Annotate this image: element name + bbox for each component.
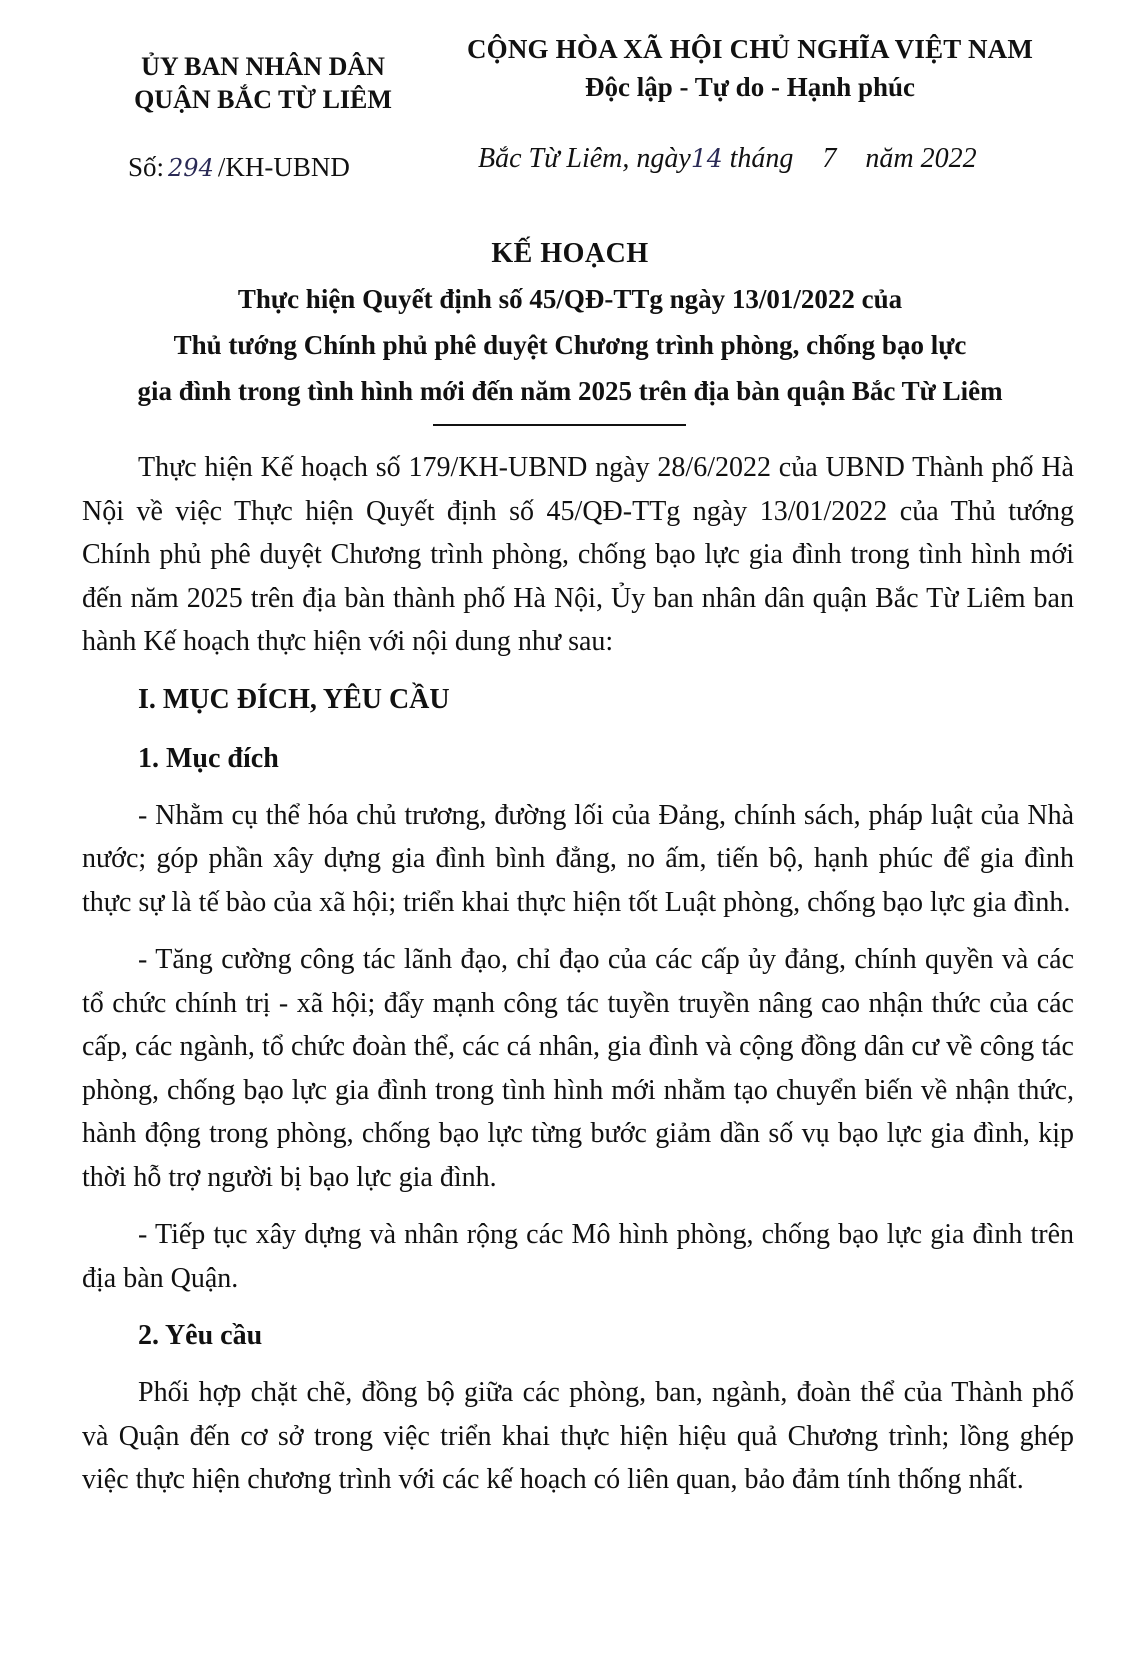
purpose-item-1: - Nhằm cụ thể hóa chủ trương, đường lối của Đảng, chính sách, pháp luật của Nhà nước; góp phần xây dựng gia đình bình đẳng, no ấm, tiến bộ, hạnh phúc để gia đình thực sự là tế bào của xã hội; triển khai thực hiện tốt Luật phòng, chống bạo lực gia đình. (82, 799, 1074, 918)
subheading-requirements: 2. Yêu cầu (138, 1320, 263, 1351)
document-number (128, 152, 350, 183)
handwritten-number: 294 (168, 154, 214, 182)
purpose-item-2: - Tăng cường công tác lãnh đạo, chỉ đạo của các cấp ủy đảng, chính quyền và các tổ chức chính trị - xã hội; đẩy mạnh công tác tuyền truyền nâng cao nhận thức của các cấp, các ngành, tổ chức đoàn thể, các cá nhân, gia đình và cộng đồng dân cư về công tác phòng, chống bạo lực gia đình trong tình hình mới nhằm tạo chuyển biến về nhận thức, hành động trong phòng, chống bạo lực từng bước giảm dần số vụ bạo lực gia đình, kịp thời hỗ trợ người bị bạo lực gia đình. (82, 944, 1074, 1193)
title-line-1: Thực hiện Quyết định số 45/QĐ-TTg ngày 13/01/2022 của (237, 284, 903, 314)
number-suffix: /KH-UBND (217, 152, 350, 182)
document-date (478, 143, 977, 175)
agency-line-1: ỦY BAN NHÂN DÂN (141, 52, 385, 81)
national-motto: Độc lập - Tự do - Hạnh phúc (584, 72, 916, 102)
purpose-item-3: - Tiếp tục xây dựng và nhân rộng các Mô hình phòng, chống bạo lực gia đình trên địa bàn Quận. (82, 1219, 1074, 1294)
title-divider (433, 424, 686, 426)
date-month: 7 (822, 143, 837, 174)
intro-paragraph: Thực hiện Kế hoạch số 179/KH-UBND ngày 28/6/2022 của UBND Thành phố Hà Nội về việc Thực hiện Quyết định số 45/QĐ-TTg ngày 13/01/2022 của Thủ tướng Chính phủ phê duyệt Chương trình phòng, chống bạo lực gia đình trong tình hình mới đến năm 2025 trên địa bàn thành phố Hà Nội, Ủy ban nhân dân quận Bắc Từ Liêm ban hành Kế hoạch thực hiện với nội dung như sau: (82, 452, 1074, 657)
issuing-agency (78, 50, 448, 116)
nation-name: CỘNG HÒA XÃ HỘI CHỦ NGHĨA VIỆT NAM (466, 34, 1034, 64)
title-line-3: gia đình trong tình hình mới đến năm 2025 trên địa bàn quận Bắc Từ Liêm (137, 376, 1003, 406)
document-title (60, 232, 1080, 414)
agency-line-2: QUẬN BẮC TỪ LIÊM (134, 85, 392, 114)
date-month-label: tháng (729, 143, 794, 174)
title-line-2: Thủ tướng Chính phủ phê duyệt Chương trình phòng, chống bạo lực (173, 330, 967, 360)
date-place: Bắc Từ Liêm, ngày (478, 143, 691, 174)
section-heading-1: I. MỤC ĐÍCH, YÊU CẦU (138, 683, 450, 715)
national-header (430, 30, 1070, 106)
requirements-paragraph: Phối hợp chặt chẽ, đồng bộ giữa các phòng, ban, ngành, đoàn thể của Thành phố và Quận đến cơ sở trong việc triển khai thực hiện hiệu quả Chương trình; lồng ghép việc thực hiện chương trình với các kế hoạch có liên quan, bảo đảm tính thống nhất. (82, 1377, 1074, 1495)
date-year: năm 2022 (865, 143, 977, 174)
handwritten-day: 14 (690, 144, 723, 173)
number-prefix: Số: (128, 152, 165, 182)
document-body (82, 446, 1074, 1502)
title-main: KẾ HOẠCH (491, 238, 649, 269)
subheading-purpose: 1. Mục đích (138, 742, 279, 774)
